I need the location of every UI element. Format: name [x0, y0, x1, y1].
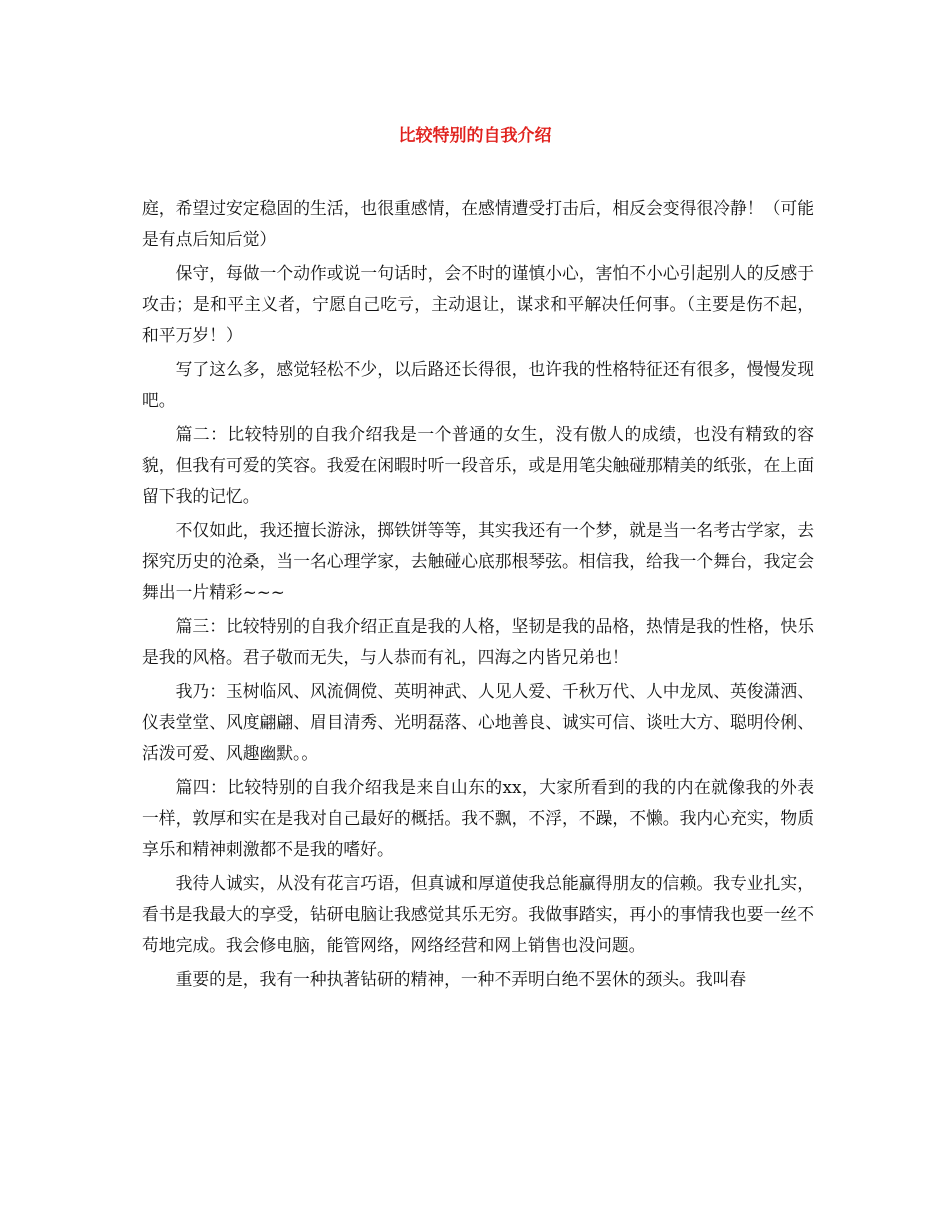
document-title: 比较特别的自我介绍 — [398, 126, 552, 146]
paragraph-3: 写了这么多，感觉轻松不少，以后路还长得很，也许我的性格特征还有很多，慢慢发现吧。 — [142, 359, 814, 410]
paragraph-5: 不仅如此，我还擅长游泳，掷铁饼等等，其实我还有一个梦，就是当一名考古学家，去探究历史的沧桑，当一名心理学家，去触碰心底那根琴弦。相信我，给我一个舞台，我定会舞出一片精彩~~~ — [142, 520, 814, 602]
paragraph-9: 我待人诚实，从没有花言巧语，但真诚和厚道使我总能赢得朋友的信赖。我专业扎实，看书是我最大的享受，钻研电脑让我感觉其乐无穷。我做事踏实，再小的事情我也要一丝不苟地完成。我会修电脑，能管网络，网络经营和网上销售也没问题。 — [142, 873, 814, 955]
paragraph-4: 篇二：比较特别的自我介绍我是一个普通的女生，没有傲人的成绩，也没有精致的容貌，但我有可爱的笑容。我爱在闲暇时听一段音乐，或是用笔尖触碰那精美的纸张，在上面留下我的记忆。 — [142, 424, 814, 506]
paragraph-7: 我乃：玉树临风、风流倜傥、英明神武、人见人爱、千秋万代、人中龙凤、英俊潇洒、仪表堂堂、风度翩翩、眉目清秀、光明磊落、心地善良、诚实可信、谈吐大方、聪明伶俐、活泼可爱、风趣幽默。。 — [142, 681, 814, 763]
document-body — [142, 193, 814, 998]
paragraph-8: 篇四：比较特别的自我介绍我是来自山东的xx，大家所看到的我的内在就像我的外表一样，敦厚和实在是我对自己最好的概括。我不飘，不浮，不躁，不懒。我内心充实，物质享乐和精神刺激都不是我的嗜好。 — [142, 777, 814, 859]
paragraph-1: 庭，希望过安定稳固的生活，也很重感情，在感情遭受打击后，相反会变得很冷静！（可能是有点后知后觉） — [142, 198, 814, 249]
paragraph-2: 保守，每做一个动作或说一句话时，会不时的谨慎小心，害怕不小心引起别人的反感于攻击；是和平主义者，宁愿自己吃亏，主动退让，谋求和平解决任何事。（主要是伤不起，和平万岁！） — [142, 263, 814, 345]
paragraph-6: 篇三：比较特别的自我介绍正直是我的人格，坚韧是我的品格，热情是我的性格，快乐是我的风格。君子敬而无失，与人恭而有礼，四海之内皆兄弟也！ — [142, 616, 814, 667]
paragraph-10: 重要的是，我有一种执著钻研的精神，一种不弄明白绝不罢休的颈头。我叫春 — [175, 969, 747, 989]
